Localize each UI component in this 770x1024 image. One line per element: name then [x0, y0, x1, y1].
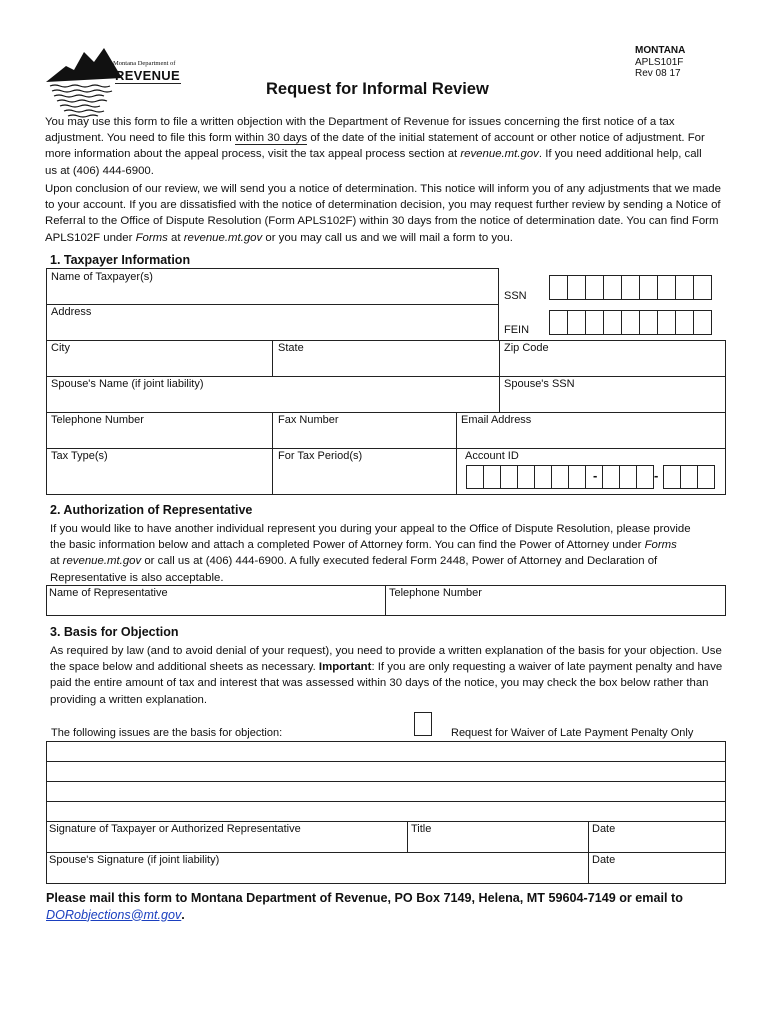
- spouse-name-label: Spouse's Name (if joint liability): [51, 378, 204, 390]
- fein-label: FEIN: [504, 324, 530, 336]
- issues-label: The following issues are the basis for objection:: [51, 727, 283, 739]
- title-label: Title: [411, 823, 432, 835]
- state-label: MONTANA: [635, 45, 686, 56]
- telephone-label: Telephone Number: [51, 414, 144, 426]
- intro-paragraph-1: You may use this form to file a written objection with the Department of Revenue for issues concerning the first notice of a tax adjustment. You need to file this form within 30 days of the date of the initial statement of account or other notice of adjustment. For more information about the appeal process, visit the tax appeal process section at revenue.mt.gov. If you need additional help, call us at (406) 444-6900.: [45, 116, 705, 177]
- page-title: Request for Informal Review: [266, 80, 489, 98]
- section1-heading: 1. Taxpayer Information: [50, 253, 191, 267]
- fax-label: Fax Number: [278, 414, 339, 426]
- contact-row: [46, 412, 726, 449]
- mountain-logo-icon: [44, 44, 184, 124]
- spouse-signature-label: Spouse's Signature (if joint liability): [49, 854, 220, 866]
- email-label: Email Address: [461, 414, 532, 426]
- account-dash-2: -: [654, 468, 659, 483]
- city-state-zip-row: [46, 340, 726, 377]
- revenue-link: revenue.mt.gov: [460, 148, 539, 161]
- deadline-text: within 30 days: [234, 132, 308, 145]
- waiver-checkbox[interactable]: [414, 712, 432, 736]
- signature-label: Signature of Taxpayer or Authorized Representative: [49, 823, 301, 835]
- address-label: Address: [51, 306, 92, 318]
- tax-period-label: For Tax Period(s): [278, 450, 363, 462]
- revenue-logo: [44, 44, 184, 124]
- state-field-label: State: [278, 342, 304, 354]
- section3-paragraph: As required by law (and to avoid denial of your request), you need to provide a written explanation of the basis for your objection. Use the space below and additional sheets as necessary. Important: If you are only requesting a waiver of late payment penalty and have paid the entire amount of tax and interest that was assessed within 30 days of the notice, you may check the box below rather than providing a written explanation.: [50, 645, 723, 706]
- logo-revenue-text: REVENUE: [115, 68, 180, 83]
- ssn-label: SSN: [504, 290, 527, 302]
- spouse-date-label: Date: [592, 854, 616, 866]
- email-link[interactable]: DORobjections@mt.gov: [46, 907, 182, 922]
- taxpayer-name-label: Name of Taxpayer(s): [51, 271, 153, 283]
- city-label: City: [51, 342, 70, 354]
- form-code: APLS101F: [635, 56, 684, 68]
- logo-dept-text: Montana Department of: [113, 60, 176, 67]
- date-label: Date: [592, 823, 616, 835]
- address-field[interactable]: [46, 304, 499, 341]
- intro-paragraph-2: Upon conclusion of our review, we will send you a notice of determination. This notice will inform you of any adjustments that we made to your account. If you are dissatisfied with the notice of determination decision, you may request further review by sending a Notice of Referral to the Office of Dispute Resolution (Form APLS102F) within 30 days from the notice of determination date. You can find Form APLS102F under Forms at revenue.mt.gov or you may call us and we will mail a form to you.: [45, 183, 721, 244]
- spouse-ssn-label: Spouse's SSN: [504, 378, 575, 390]
- section2-paragraph: If you would like to have another individual represent you during your appeal to the Office of Dispute Resolution, please provide the basic information below and attach a completed Power of Attorney form. You can find the Power of Attorney under Forms at revenue.mt.gov or call us at (406) 444-6900. A fully executed federal Form 2448, Power of Attorney and Declaration of Representative is also acceptable.: [50, 523, 691, 584]
- zip-label: Zip Code: [504, 342, 549, 354]
- rep-phone-label: Telephone Number: [389, 587, 482, 599]
- section3-heading: 3. Basis for Objection: [50, 625, 179, 639]
- section2-heading: 2. Authorization of Representative: [50, 503, 253, 517]
- account-id-label: Account ID: [465, 450, 519, 462]
- tax-type-label: Tax Type(s): [51, 450, 108, 462]
- account-dash-1: -: [593, 468, 598, 483]
- waiver-label: Request for Waiver of Late Payment Penalty Only: [451, 727, 694, 739]
- mail-instructions: Please mail this form to Montana Department of Revenue, PO Box 7149, Helena, MT 59604-7149 or email to DORobjections@mt.gov.: [46, 891, 683, 922]
- rep-name-label: Name of Representative: [49, 587, 168, 599]
- form-revision: Rev 08 17: [635, 68, 681, 79]
